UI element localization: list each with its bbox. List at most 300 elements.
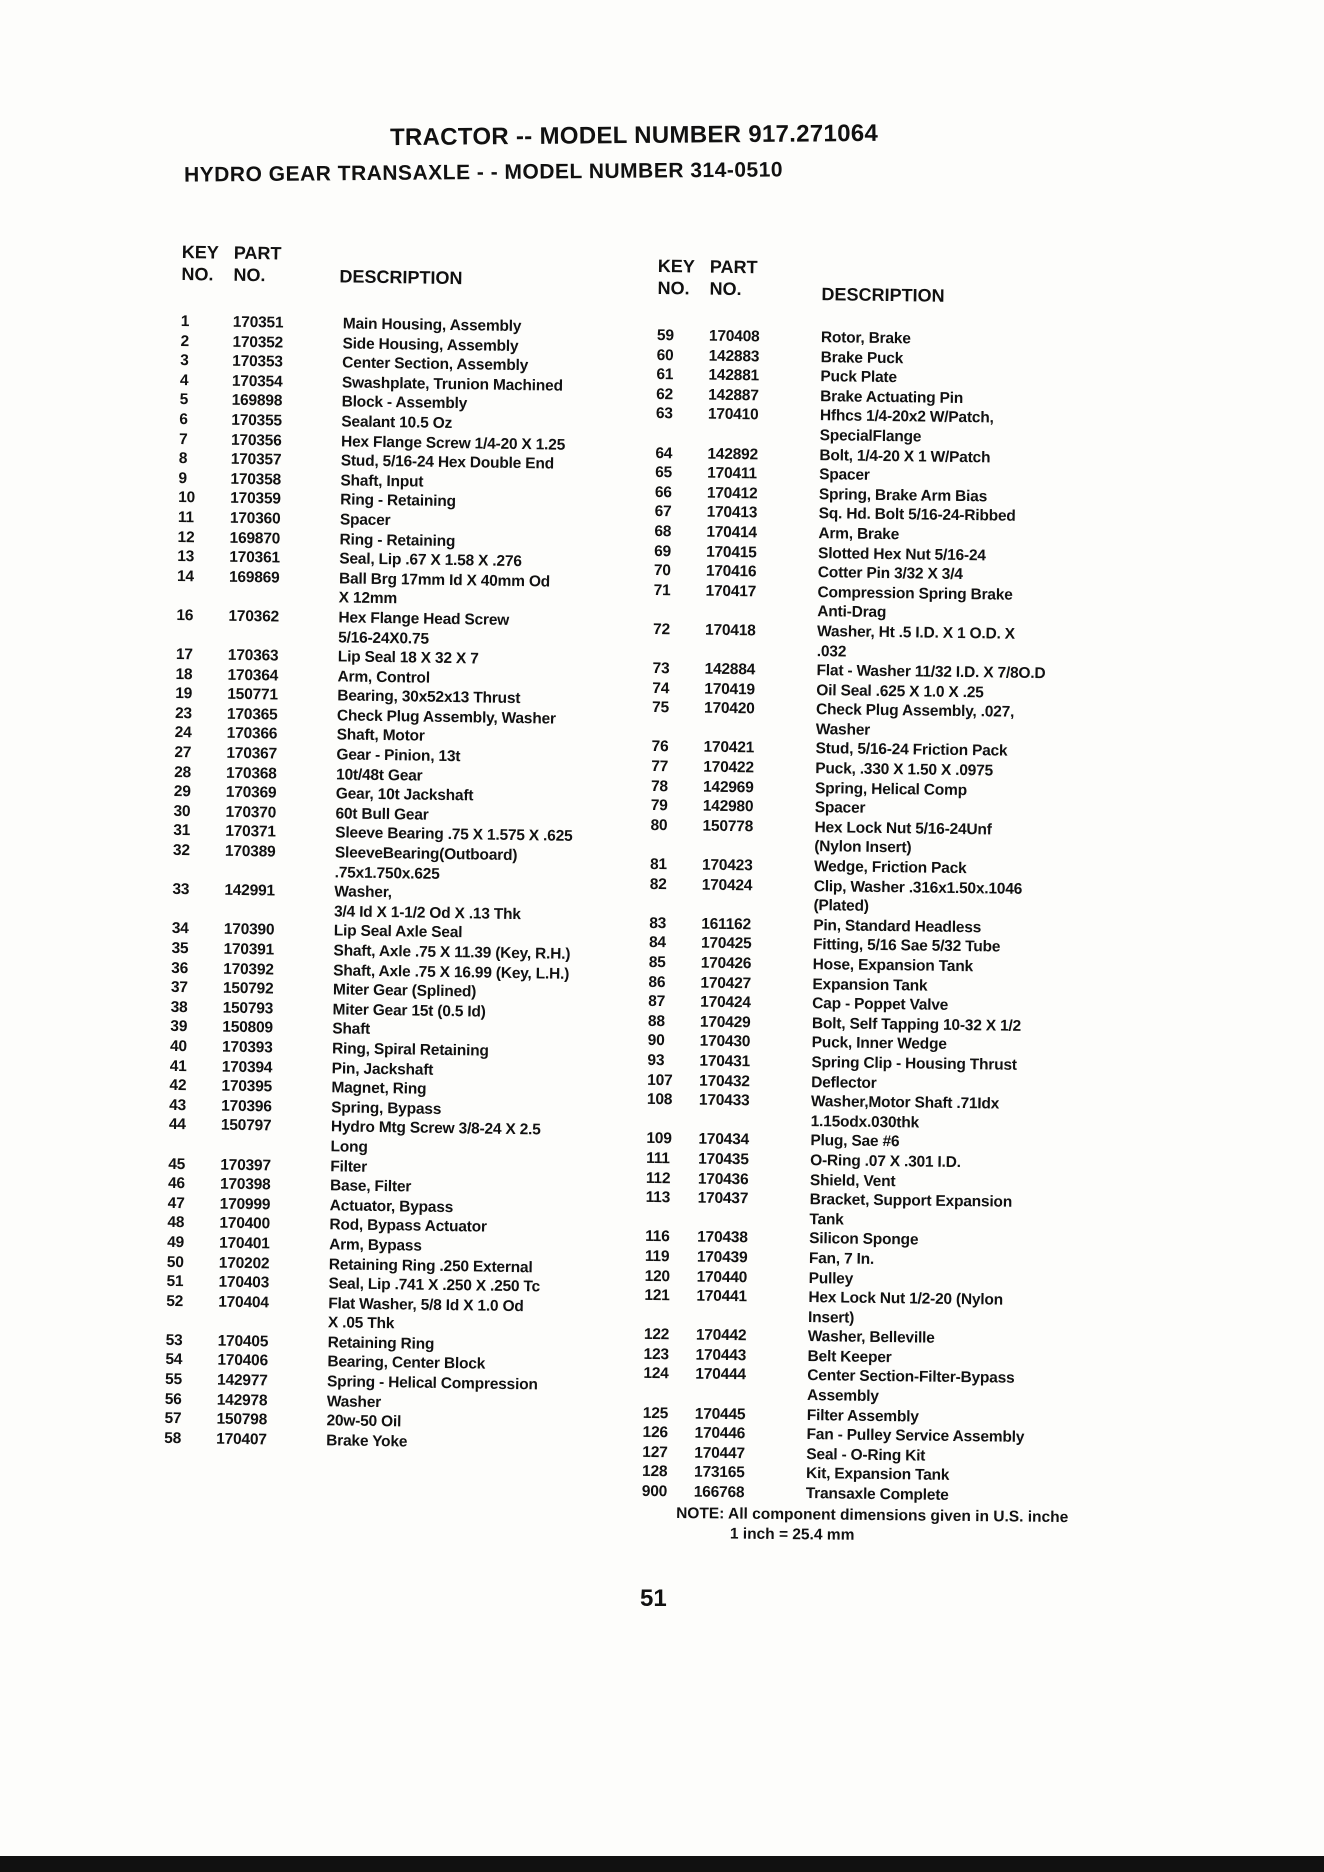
- part-number: 170406: [217, 1352, 269, 1370]
- part-number: 170395: [221, 1077, 273, 1096]
- part-number: 170366: [226, 725, 278, 743]
- part-number: 170369: [225, 783, 277, 802]
- key-number: 900: [641, 1482, 668, 1501]
- part-description: [806, 1484, 1102, 1507]
- part-number: 169869: [228, 568, 280, 587]
- part-number: 170355: [231, 411, 283, 430]
- description-line: Gear - Pinion, 13t: [336, 746, 461, 766]
- part-number: 170425: [700, 935, 752, 953]
- part-number: 170424: [701, 876, 753, 894]
- description-line: Lip Seal 18 X 32 X 7: [337, 648, 479, 668]
- description-line: Swashplate, Trunion Machined: [341, 374, 563, 395]
- part-number: 170413: [706, 504, 758, 522]
- part-number: 142977: [216, 1371, 268, 1390]
- key-number: 66: [654, 483, 672, 501]
- part-number: 170370: [225, 803, 277, 822]
- part-description: [330, 1118, 639, 1162]
- part-number: 142884: [704, 660, 756, 679]
- description-line: Center Section-Filter-Bypass: [807, 1367, 1015, 1388]
- key-number: 71: [653, 581, 671, 599]
- part-number: 142969: [702, 778, 754, 796]
- description-line: Washer,: [334, 883, 392, 902]
- description-line: (Nylon Insert): [814, 838, 912, 857]
- key-number: 60: [656, 346, 674, 364]
- description-line: Bolt, Self Tapping 10-32 X 1/2: [811, 1014, 1022, 1035]
- key-number: 88: [647, 1012, 665, 1030]
- part-row: [653, 620, 1113, 665]
- key-number: 13: [177, 548, 195, 566]
- description-line: Hfhcs 1/4-20x2 W/Patch,: [819, 407, 994, 427]
- description-line: Long: [330, 1138, 368, 1156]
- description-line: 10t/48t Gear: [335, 766, 423, 785]
- part-number: 170427: [700, 974, 752, 992]
- part-number: 161162: [701, 915, 752, 934]
- description-line: Fan - Pulley Service Assembly: [806, 1426, 1025, 1447]
- description-line: Sleeve Bearing .75 X 1.575 X .625: [335, 824, 573, 846]
- part-number: 170371: [225, 823, 276, 841]
- column-header: [657, 256, 1118, 324]
- part-number: 170437: [697, 1189, 749, 1208]
- description-line: Arm, Brake: [818, 525, 900, 544]
- key-number: 43: [169, 1096, 187, 1114]
- description-line: Miter Gear (Splined): [332, 981, 477, 1001]
- key-number: 12: [177, 528, 195, 546]
- description-line: Spring - Helical Compression: [326, 1373, 538, 1394]
- key-number: 47: [167, 1194, 185, 1212]
- part-number: 170429: [699, 1013, 751, 1032]
- key-number: 16: [176, 606, 194, 625]
- part-row: [643, 1364, 1103, 1409]
- key-number: 121: [644, 1287, 670, 1305]
- part-row: [645, 1188, 1105, 1233]
- description-line: Kit, Expansion Tank: [805, 1465, 950, 1485]
- description-line: Filter Assembly: [806, 1406, 919, 1426]
- part-description: [811, 1092, 1107, 1135]
- key-number: 33: [172, 881, 190, 899]
- description-line: Pin, Jackshaft: [331, 1059, 434, 1079]
- key-number: 40: [169, 1037, 188, 1056]
- key-number: 49: [167, 1233, 185, 1252]
- description-line: Arm, Control: [337, 668, 431, 687]
- description-line: Shaft, Axle .75 X 11.39 (Key, R.H.): [333, 942, 571, 963]
- key-number: 48: [167, 1214, 185, 1232]
- description-line: Assembly: [806, 1387, 879, 1406]
- note-label: NOTE:: [676, 1504, 725, 1523]
- part-number: 170351: [232, 313, 284, 332]
- description-line: Belt Keeper: [807, 1347, 892, 1367]
- key-number: 108: [646, 1091, 673, 1109]
- key-number: 93: [647, 1051, 665, 1070]
- part-number: 170353: [232, 352, 283, 371]
- part-number: 170403: [218, 1273, 270, 1292]
- parts-rows-left: [164, 312, 651, 1455]
- part-number: 170420: [703, 699, 755, 718]
- page-number: 51: [640, 1585, 667, 1612]
- key-number: 27: [174, 744, 192, 762]
- part-number: 170432: [699, 1072, 750, 1090]
- part-number: 170438: [697, 1228, 748, 1247]
- part-number: 170404: [218, 1293, 269, 1312]
- key-number: 38: [170, 998, 188, 1016]
- description-line: Actuator, Bypass: [329, 1197, 454, 1216]
- part-number: 150792: [222, 979, 274, 998]
- description-line: 20w-50 Oil: [326, 1412, 402, 1431]
- description-line: .032: [816, 642, 847, 660]
- description-line: Spacer: [339, 511, 391, 530]
- part-number: 142881: [708, 366, 760, 385]
- description-line: Shaft, Axle .75 X 16.99 (Key, L.H.): [333, 961, 570, 983]
- key-number: 85: [648, 953, 666, 972]
- part-number: 150778: [702, 817, 754, 836]
- part-number: 170421: [703, 739, 755, 757]
- description-line: Magnet, Ring: [331, 1079, 427, 1098]
- part-number: 170445: [694, 1405, 746, 1423]
- description-line: Transaxle Complete: [805, 1485, 949, 1504]
- key-number: 50: [166, 1253, 184, 1271]
- key-number: 77: [651, 758, 669, 776]
- note-line2: 1 inch = 25.4 mm: [729, 1525, 855, 1544]
- key-number: 82: [649, 875, 667, 893]
- key-number: 42: [169, 1077, 187, 1095]
- key-number: 31: [173, 822, 191, 840]
- key-number: 8: [178, 450, 188, 468]
- description-line: 1.15odx.030thk: [810, 1112, 920, 1132]
- key-number: 3: [180, 352, 189, 370]
- part-description: [817, 622, 1113, 665]
- part-number: 170430: [699, 1032, 751, 1051]
- description-line: O-Ring .07 X .301 I.D.: [810, 1152, 961, 1171]
- description-line: Washer,Motor Shaft .71Idx: [810, 1093, 1000, 1113]
- key-number: 107: [647, 1071, 673, 1089]
- description-line: Filter: [330, 1157, 368, 1176]
- part-number: 170414: [706, 523, 758, 542]
- key-number: 46: [167, 1175, 185, 1193]
- description-line: Lip Seal Axle Seal: [333, 922, 463, 942]
- description-line: Insert): [808, 1308, 855, 1327]
- key-number: 68: [654, 522, 672, 541]
- part-description: [813, 877, 1109, 920]
- description-line: Cotter Pin 3/32 X 3/4: [817, 564, 963, 584]
- description-line: 3/4 Id X 1-1/2 Od X .13 Thk: [333, 903, 521, 923]
- key-number: 116: [645, 1228, 670, 1246]
- key-number: 52: [166, 1292, 184, 1310]
- part-number: 170426: [700, 954, 752, 973]
- key-header: KEY: [181, 242, 220, 263]
- key-number: 72: [653, 620, 671, 639]
- part-number: 170435: [698, 1150, 749, 1169]
- scan-edge: [0, 1856, 1324, 1872]
- part-row: [176, 606, 647, 652]
- key-number: 111: [646, 1149, 670, 1168]
- part-number: 170358: [230, 470, 282, 489]
- key-number: 126: [642, 1424, 668, 1442]
- key-number: 78: [650, 777, 669, 795]
- part-number: 170368: [226, 764, 277, 783]
- description-line: Stud, 5/16-24 Friction Pack: [815, 740, 1008, 761]
- part-number: 170424: [700, 993, 751, 1012]
- part-number: 170359: [230, 490, 281, 508]
- part-row: [168, 1115, 639, 1161]
- key-number: 62: [656, 385, 674, 403]
- description-line: Clip, Washer .316x1.50x.1046: [813, 877, 1023, 898]
- key-header-no: NO.: [181, 263, 214, 285]
- parts-rows-right: [642, 326, 1117, 1508]
- key-number: 56: [164, 1390, 182, 1408]
- description-line: Brake Puck: [820, 348, 904, 367]
- key-number: 54: [165, 1351, 183, 1369]
- key-number: 5: [179, 391, 189, 409]
- key-number: 10: [178, 489, 196, 507]
- part-number: 170365: [226, 705, 278, 724]
- key-number: 64: [655, 444, 673, 462]
- part-number: 170433: [698, 1091, 750, 1110]
- part-number: 170363: [227, 646, 279, 665]
- part-header: PART: [709, 256, 758, 278]
- key-number: 24: [174, 724, 192, 742]
- part-description: [817, 583, 1113, 626]
- part-number: 170356: [230, 431, 282, 450]
- parts-column-right: [642, 256, 1118, 1508]
- part-row: [652, 698, 1112, 743]
- key-number: 67: [654, 503, 672, 521]
- description-line: Arm, Bypass: [329, 1236, 422, 1255]
- key-number: 39: [170, 1018, 188, 1036]
- description-line: Ring, Spiral Retaining: [331, 1040, 489, 1060]
- note-line1: All component dimensions given in U.S. inche: [727, 1505, 1069, 1527]
- description-line: Cap - Poppet Valve: [812, 995, 949, 1015]
- part-number: 150793: [222, 999, 274, 1018]
- part-header-no: NO.: [233, 264, 266, 286]
- description-line: .75x1.750x.625: [334, 863, 440, 883]
- part-number: 169870: [229, 529, 281, 548]
- description-line: Oil Seal .625 X 1.0 X .25: [816, 681, 984, 701]
- key-number: 81: [649, 855, 667, 874]
- part-number: 170396: [221, 1097, 272, 1116]
- part-number: 150798: [216, 1410, 268, 1429]
- description-line: Side Housing, Assembly: [342, 334, 519, 355]
- key-number: 45: [168, 1155, 186, 1173]
- description-line: SleeveBearing(Outboard): [334, 844, 518, 865]
- description-line: Center Section, Assembly: [342, 354, 529, 375]
- dimensions-note: [676, 1504, 1069, 1548]
- description-line: X 12mm: [338, 589, 398, 608]
- description-line: Shield, Vent: [809, 1171, 896, 1190]
- key-number: 4: [179, 371, 189, 389]
- description-line: Washer: [815, 720, 871, 739]
- part-row: [647, 1090, 1107, 1135]
- part-header: PART: [233, 242, 282, 264]
- key-number: 18: [175, 665, 193, 683]
- key-number: 87: [648, 993, 666, 1011]
- description-line: Block - Assembly: [341, 393, 468, 413]
- part-number: 170352: [232, 333, 284, 352]
- key-number: 14: [176, 567, 195, 585]
- key-number: 90: [647, 1032, 665, 1050]
- description-line: Wedge, Friction Pack: [813, 858, 967, 878]
- part-number: 170405: [217, 1332, 269, 1351]
- description-line: Expansion Tank: [812, 975, 928, 995]
- description-line: Ball Brg 17mm Id X 40mm Od: [338, 570, 551, 591]
- description-line: Fan, 7 In.: [808, 1249, 875, 1268]
- key-number: 1: [180, 312, 190, 331]
- description-line: Brake Actuating Pin: [820, 387, 964, 407]
- description-line: Anti-Drag: [817, 603, 887, 622]
- part-number: 170434: [698, 1130, 750, 1149]
- part-number: 170393: [221, 1038, 273, 1057]
- description-line: Rod, Bypass Actuator: [329, 1216, 487, 1236]
- description-line: Gear, 10t Jackshaft: [335, 785, 474, 805]
- description-line: Spring Clip - Housing Thrust: [811, 1054, 1017, 1074]
- description-header: DESCRIPTION: [339, 266, 463, 289]
- column-header: [181, 242, 652, 311]
- part-row: [650, 816, 1110, 861]
- key-number: 86: [648, 973, 666, 991]
- description-line: Silicon Sponge: [809, 1230, 919, 1249]
- description-line: SpecialFlange: [819, 427, 922, 446]
- part-number: 170418: [704, 621, 756, 640]
- description-line: Stud, 5/16-24 Hex Double End: [340, 452, 555, 473]
- key-number: 36: [171, 959, 189, 977]
- key-number: 19: [175, 685, 193, 703]
- description-line: Pulley: [808, 1269, 854, 1288]
- description-line: 5/16-24X0.75: [338, 628, 429, 648]
- part-number: 170412: [706, 484, 758, 503]
- part-number: 170423: [701, 856, 753, 875]
- key-number: 41: [169, 1057, 187, 1075]
- part-description: [807, 1367, 1103, 1410]
- key-number: 109: [646, 1130, 672, 1148]
- part-number: 170416: [705, 562, 757, 581]
- description-line: Puck Plate: [820, 368, 897, 387]
- part-number: 170422: [703, 758, 754, 777]
- part-number: 170439: [696, 1248, 748, 1267]
- part-description: [814, 818, 1110, 861]
- key-number: 119: [644, 1247, 670, 1266]
- part-number: 170447: [694, 1444, 745, 1463]
- key-number: 128: [641, 1463, 668, 1481]
- page-title: TRACTOR -- MODEL NUMBER 917.271064: [389, 119, 879, 152]
- description-header: DESCRIPTION: [821, 284, 945, 306]
- key-number: 17: [175, 646, 193, 664]
- description-line: Shaft, Motor: [336, 726, 425, 746]
- key-number: 2: [180, 332, 190, 350]
- key-number: 9: [178, 469, 188, 487]
- part-number: 170391: [223, 940, 275, 959]
- description-line: Bracket, Support Expansion: [809, 1191, 1013, 1211]
- part-number: 170440: [696, 1268, 748, 1286]
- description-line: Hex Flange Screw 1/4-20 X 1.25: [340, 432, 566, 454]
- part-row: [649, 875, 1109, 920]
- key-number: 32: [172, 841, 190, 860]
- description-line: Spacer: [814, 799, 866, 818]
- part-number: 170444: [695, 1366, 746, 1384]
- parts-column-left: [164, 242, 652, 1455]
- part-number: 170400: [219, 1214, 271, 1233]
- key-number: 59: [656, 326, 674, 345]
- part-description: [328, 1294, 637, 1338]
- part-number: 170364: [227, 666, 279, 685]
- key-number: 123: [643, 1345, 669, 1364]
- description-line: Bearing, 30x52x13 Thrust: [337, 687, 521, 708]
- description-line: Main Housing, Assembly: [342, 315, 522, 336]
- description-line: (Plated): [813, 897, 869, 916]
- part-description: [335, 843, 644, 887]
- part-description: [816, 700, 1112, 743]
- part-row: [644, 1286, 1104, 1331]
- part-number: 166768: [693, 1483, 745, 1502]
- description-line: Deflector: [811, 1073, 877, 1092]
- description-line: Seal, Lip .67 X 1.58 X .276: [339, 550, 522, 571]
- part-number: 170354: [231, 372, 283, 391]
- part-number: 170410: [707, 406, 759, 424]
- part-number: 170419: [704, 680, 755, 698]
- description-line: Spacer: [819, 466, 870, 484]
- key-number: 58: [164, 1429, 182, 1447]
- part-row: [653, 581, 1113, 626]
- key-number: 28: [174, 763, 192, 781]
- description-line: Retaining Ring .250 External: [328, 1255, 533, 1276]
- part-number: 142980: [702, 797, 754, 816]
- description-line: Flat - Washer 11/32 I.D. X 7/8O.D: [816, 662, 1046, 683]
- part-number: 173165: [693, 1464, 745, 1482]
- part-row: [166, 1292, 637, 1338]
- part-number: 170415: [706, 543, 757, 561]
- part-number: 170397: [220, 1156, 271, 1174]
- description-line: Seal - O-Ring Kit: [806, 1445, 926, 1465]
- description-line: Washer: [326, 1392, 382, 1411]
- part-number: 150809: [222, 1019, 274, 1037]
- part-description: [809, 1190, 1105, 1233]
- part-number: 142892: [707, 445, 759, 463]
- part-number: 170407: [216, 1430, 267, 1449]
- description-line: Ring - Retaining: [339, 530, 456, 550]
- part-number: 170394: [221, 1058, 273, 1076]
- key-number: 61: [656, 366, 674, 384]
- description-line: Hose, Expansion Tank: [812, 956, 974, 976]
- part-row: [177, 567, 648, 613]
- key-number: 112: [645, 1169, 671, 1187]
- part-number: 170408: [708, 327, 760, 346]
- description-line: Retaining Ring: [327, 1334, 435, 1353]
- description-line: Bearing, Center Block: [327, 1353, 486, 1374]
- key-number: 113: [645, 1189, 671, 1207]
- part-number: 170443: [695, 1346, 747, 1365]
- key-number: 57: [164, 1410, 182, 1428]
- description-line: Hex Lock Nut 1/2-20 (Nylon: [808, 1289, 1004, 1309]
- key-number: 75: [651, 699, 670, 717]
- key-number: 124: [643, 1365, 669, 1383]
- description-line: Pin, Standard Headless: [813, 916, 982, 937]
- key-number: 73: [652, 660, 670, 678]
- description-line: Shaft: [332, 1020, 371, 1039]
- key-number: 80: [650, 816, 668, 835]
- page-subtitle: HYDRO GEAR TRANSAXLE - - MODEL NUMBER 314-0510: [183, 158, 784, 187]
- key-number: 65: [655, 464, 673, 482]
- part-number: 170361: [229, 548, 280, 567]
- description-line: Rotor, Brake: [820, 329, 911, 348]
- key-number: 30: [173, 802, 191, 821]
- key-header-no: NO.: [657, 277, 690, 299]
- part-number: 170389: [224, 842, 276, 861]
- part-number: 170441: [696, 1287, 748, 1306]
- part-number: 170357: [230, 450, 282, 469]
- key-number: 51: [166, 1272, 184, 1291]
- description-line: Compression Spring Brake: [817, 583, 1013, 604]
- part-description: [334, 883, 643, 927]
- key-number: 6: [179, 410, 188, 429]
- description-line: X .05 Thk: [327, 1314, 395, 1333]
- part-number: 150771: [227, 686, 278, 704]
